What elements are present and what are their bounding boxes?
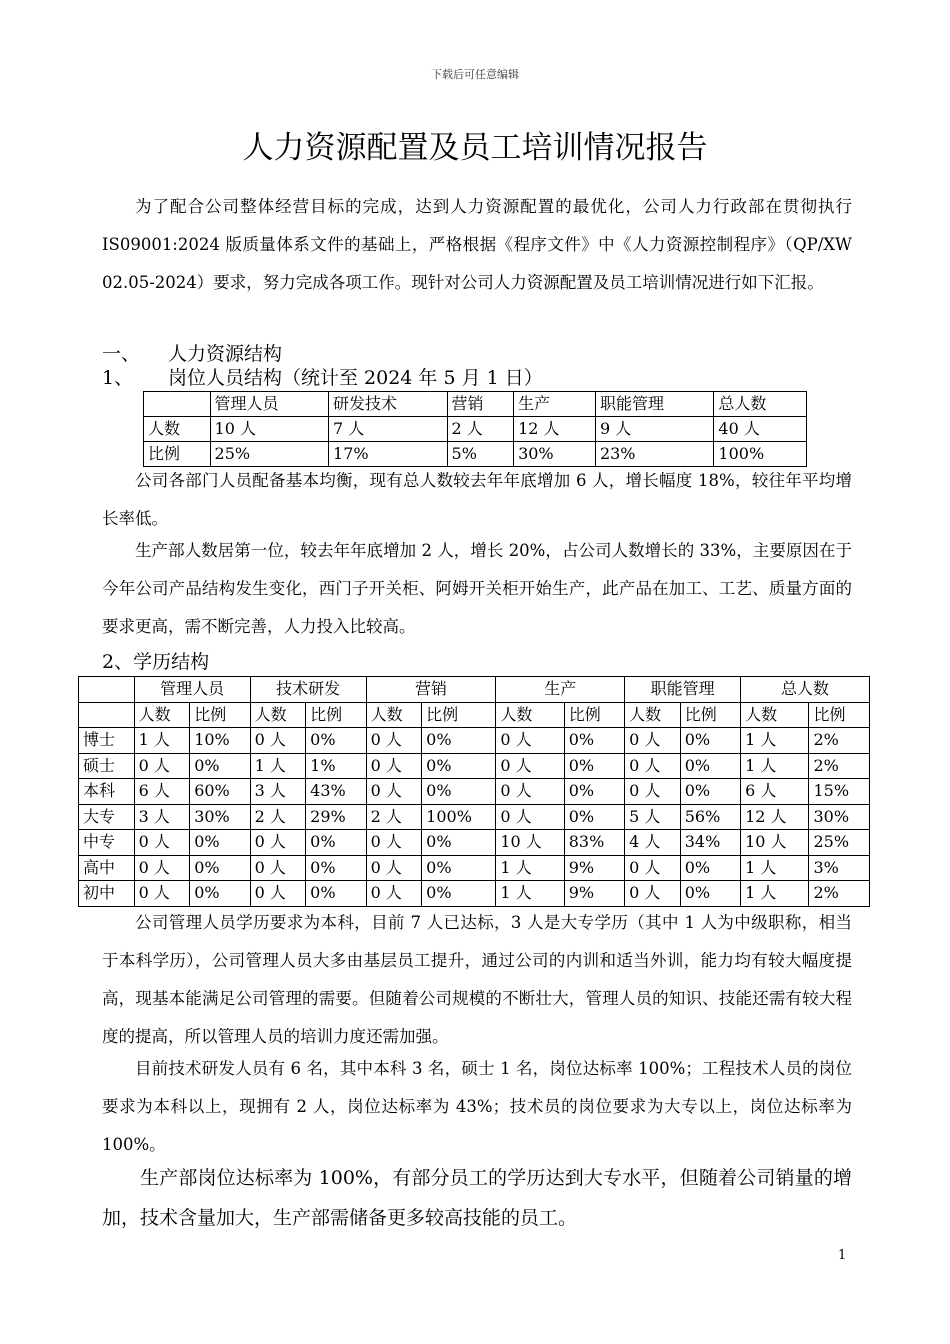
table-cell: 10% — [190, 728, 250, 754]
table-row — [79, 855, 870, 881]
table-cell: 0 人 — [134, 753, 190, 779]
table-cell: 6 人 — [741, 779, 809, 805]
paragraph-management-education: 公司管理人员学历要求为本科，目前 7 人已达标，3 人是大专学历（其中 1 人为中级职称，相当于本科学历），公司管理人员大多由基层员工提升，通过公司的内训和适当外训，能力均有较大幅度提高，现基本能满足公司管理的需要。但随着公司规模的不断壮大，管理人员的知识、技能还需有较大程度的提高，所以管理人员的培训力度还需加强。 — [102, 913, 852, 1046]
table-cell: 0% — [190, 881, 250, 907]
table-cell: 3 人 — [250, 779, 306, 805]
table-subheader: 人数 — [134, 702, 190, 728]
section-heading-1 — [102, 342, 282, 366]
row-label-cell: 高中 — [79, 855, 135, 881]
table-row — [79, 779, 870, 805]
table-subheader: 人数 — [250, 702, 306, 728]
section-title: 人力资源结构 — [168, 343, 283, 365]
table-cell: 43% — [306, 779, 366, 805]
page-number: 1 — [838, 1248, 847, 1263]
row-label-cell: 大专 — [79, 804, 135, 830]
table-cell: 0 人 — [625, 779, 681, 805]
table-cell: 0 人 — [250, 830, 306, 856]
table-cell: 3% — [809, 855, 870, 881]
table-cell: 9% — [564, 881, 624, 907]
table-group-header: 职能管理 — [625, 677, 741, 703]
table-cell: 0% — [306, 728, 366, 754]
table-subheader: 比例 — [306, 702, 366, 728]
table-cell: 0 人 — [250, 881, 306, 907]
table-cell: 83% — [564, 830, 624, 856]
table-cell: 0 人 — [134, 881, 190, 907]
table-subheader-row — [79, 702, 870, 728]
education-structure-table — [78, 676, 870, 907]
table-cell: 0% — [306, 830, 366, 856]
table-cell: 25% — [210, 442, 328, 467]
table-row — [79, 728, 870, 754]
table-subheader: 人数 — [741, 702, 809, 728]
table-cell: 1 人 — [741, 753, 809, 779]
subsection-heading-2: 2、学历结构 — [102, 651, 210, 673]
table-cell: 30% — [514, 442, 596, 467]
table-group-header: 管理人员 — [134, 677, 250, 703]
section-number: 一、 — [102, 343, 141, 365]
position-structure-table — [143, 391, 807, 467]
table-cell: 0% — [422, 728, 496, 754]
table-cell: 0 人 — [366, 728, 422, 754]
table-cell: 0% — [680, 779, 740, 805]
table-cell: 10 人 — [741, 830, 809, 856]
row-label-cell: 中专 — [79, 830, 135, 856]
table-cell: 1 人 — [741, 881, 809, 907]
table-subheader: 比例 — [422, 702, 496, 728]
table-cell: 1 人 — [741, 728, 809, 754]
header-note: 下载后可任意编辑 — [431, 68, 519, 81]
table-cell: 0 人 — [496, 728, 564, 754]
document-title: 人力资源配置及员工培训情况报告 — [242, 130, 708, 166]
table-cell: 2% — [809, 753, 870, 779]
education-table-body — [79, 728, 870, 907]
table-cell: 0 人 — [366, 830, 422, 856]
table-cell — [79, 677, 135, 703]
table-cell: 25% — [809, 830, 870, 856]
table-cell: 1 人 — [496, 855, 564, 881]
table-row — [79, 753, 870, 779]
table-cell: 10 人 — [210, 417, 328, 442]
table-cell: 2% — [809, 728, 870, 754]
table-group-header-row — [79, 677, 870, 703]
table-cell: 0% — [190, 753, 250, 779]
paragraph-production-growth: 生产部人数居第一位，较去年年底增加 2 人，增长 20%，占公司人数增长的 33%，主要原因在于今年公司产品结构发生变化，西门子开关柜、阿姆开关柜开始生产，此产品在加工、工艺、质量方面的要求更高，需不断完善，人力投入比较高。 — [102, 541, 852, 636]
table-subheader: 比例 — [680, 702, 740, 728]
table-cell: 5% — [447, 442, 514, 467]
table-cell: 1 人 — [134, 728, 190, 754]
table-subheader: 比例 — [564, 702, 624, 728]
subsection-number: 1、 — [102, 367, 134, 389]
table-group-header: 技术研发 — [250, 677, 366, 703]
table-cell: 0 人 — [366, 753, 422, 779]
row-label-cell: 本科 — [79, 779, 135, 805]
paragraph-rnd-education: 目前技术研发人员有 6 名，其中本科 3 名，硕士 1 名，岗位达标率 100%；工程技术人员的岗位要求为本科以上，现拥有 2 人，岗位达标率为 43%；技术员的岗位要求为大专以上，岗位达标率为 100%。 — [102, 1059, 852, 1154]
subsection-title: 岗位人员结构（统计至 2024 年 5 月 1 日） — [168, 367, 543, 389]
table-cell: 0% — [422, 753, 496, 779]
table-cell: 7 人 — [329, 417, 447, 442]
table-cell: 0% — [422, 779, 496, 805]
table-cell: 比例 — [144, 442, 211, 467]
row-label-cell: 初中 — [79, 881, 135, 907]
table-cell: 0% — [680, 728, 740, 754]
table-cell: 17% — [329, 442, 447, 467]
table-cell: 12 人 — [514, 417, 596, 442]
table-cell: 40 人 — [714, 417, 807, 442]
table-cell: 100% — [714, 442, 807, 467]
table-cell: 0% — [680, 753, 740, 779]
row-label-cell: 博士 — [79, 728, 135, 754]
table-cell — [144, 392, 211, 417]
table-cell: 1 人 — [496, 881, 564, 907]
table-cell: 人数 — [144, 417, 211, 442]
table-cell: 0 人 — [134, 855, 190, 881]
table-row — [79, 804, 870, 830]
table-group-header: 营销 — [366, 677, 496, 703]
table-cell: 0% — [564, 753, 624, 779]
table-row — [79, 881, 870, 907]
table-cell: 2 人 — [447, 417, 514, 442]
paragraph-staffing-balance: 公司各部门人员配备基本均衡，现有总人数较去年年底增加 6 人，增长幅度 18%，较往年平均增长率低。 — [102, 471, 852, 528]
table-cell: 0 人 — [625, 753, 681, 779]
table-cell: 0 人 — [496, 779, 564, 805]
table-cell: 60% — [190, 779, 250, 805]
table-subheader: 人数 — [366, 702, 422, 728]
table-cell: 29% — [306, 804, 366, 830]
table-cell: 6 人 — [134, 779, 190, 805]
table-row — [144, 417, 807, 442]
table-cell: 2% — [809, 881, 870, 907]
table-cell: 9 人 — [595, 417, 713, 442]
table-cell: 管理人员 — [210, 392, 328, 417]
table-cell: 30% — [190, 804, 250, 830]
intro-paragraph: 为了配合公司整体经营目标的完成，达到人力资源配置的最优化，公司人力行政部在贯彻执行 IS09001:2024 版质量体系文件的基础上，严格根据《程序文件》中《人力资源控制程序》（QP/XW 02.05-2024）要求，努力完成各项工作。现针对公司人力资源配置及员工培训情况进行如下汇报。 — [102, 197, 852, 292]
table-cell — [79, 702, 135, 728]
table-cell: 研发技术 — [329, 392, 447, 417]
table-cell: 0% — [422, 830, 496, 856]
table-cell: 12 人 — [741, 804, 809, 830]
table-cell: 5 人 — [625, 804, 681, 830]
table-row — [79, 830, 870, 856]
table-cell: 0% — [564, 804, 624, 830]
table-cell: 2 人 — [250, 804, 306, 830]
table-cell: 0 人 — [250, 855, 306, 881]
table-cell: 0% — [306, 881, 366, 907]
table-subheader: 比例 — [809, 702, 870, 728]
table-cell: 0% — [422, 881, 496, 907]
table-cell: 0 人 — [366, 779, 422, 805]
subsection-heading-1 — [102, 366, 543, 390]
table-cell: 0% — [190, 830, 250, 856]
table-cell: 56% — [680, 804, 740, 830]
table-cell: 15% — [809, 779, 870, 805]
table-cell: 0% — [564, 779, 624, 805]
table-cell: 1% — [306, 753, 366, 779]
table-header-row — [144, 392, 807, 417]
table-cell: 0 人 — [366, 855, 422, 881]
table-cell: 1 人 — [250, 753, 306, 779]
row-label-cell: 硕士 — [79, 753, 135, 779]
table-subheader: 人数 — [496, 702, 564, 728]
table-subheader: 比例 — [190, 702, 250, 728]
table-cell: 100% — [422, 804, 496, 830]
table-cell: 30% — [809, 804, 870, 830]
table-cell: 23% — [595, 442, 713, 467]
table-cell: 0% — [564, 728, 624, 754]
table-cell: 0 人 — [625, 881, 681, 907]
table-subheader: 人数 — [625, 702, 681, 728]
table-group-header: 总人数 — [741, 677, 870, 703]
table-cell: 0 人 — [496, 753, 564, 779]
table-cell: 营销 — [447, 392, 514, 417]
table-cell: 1 人 — [741, 855, 809, 881]
table-cell: 34% — [680, 830, 740, 856]
table-cell: 3 人 — [134, 804, 190, 830]
table-cell: 0% — [680, 855, 740, 881]
table-cell: 总人数 — [714, 392, 807, 417]
table-cell: 生产 — [514, 392, 596, 417]
table-cell: 0 人 — [625, 728, 681, 754]
table-cell: 10 人 — [496, 830, 564, 856]
table-cell: 0 人 — [366, 881, 422, 907]
table-cell: 2 人 — [366, 804, 422, 830]
table-cell: 9% — [564, 855, 624, 881]
table-cell: 0% — [680, 881, 740, 907]
table-cell: 0 人 — [496, 804, 564, 830]
table-cell: 0 人 — [134, 830, 190, 856]
table-group-header: 生产 — [496, 677, 625, 703]
table-cell: 4 人 — [625, 830, 681, 856]
table-cell: 0% — [306, 855, 366, 881]
table-cell: 0% — [190, 855, 250, 881]
table-cell: 0 人 — [250, 728, 306, 754]
paragraph-production-education: 生产部岗位达标率为 100%，有部分员工的学历达到大专水平，但随着公司销量的增加，技术含量加大，生产部需储备更多较高技能的员工。 — [102, 1167, 852, 1229]
table-cell: 0 人 — [625, 855, 681, 881]
table-cell: 职能管理 — [595, 392, 713, 417]
table-cell: 0% — [422, 855, 496, 881]
